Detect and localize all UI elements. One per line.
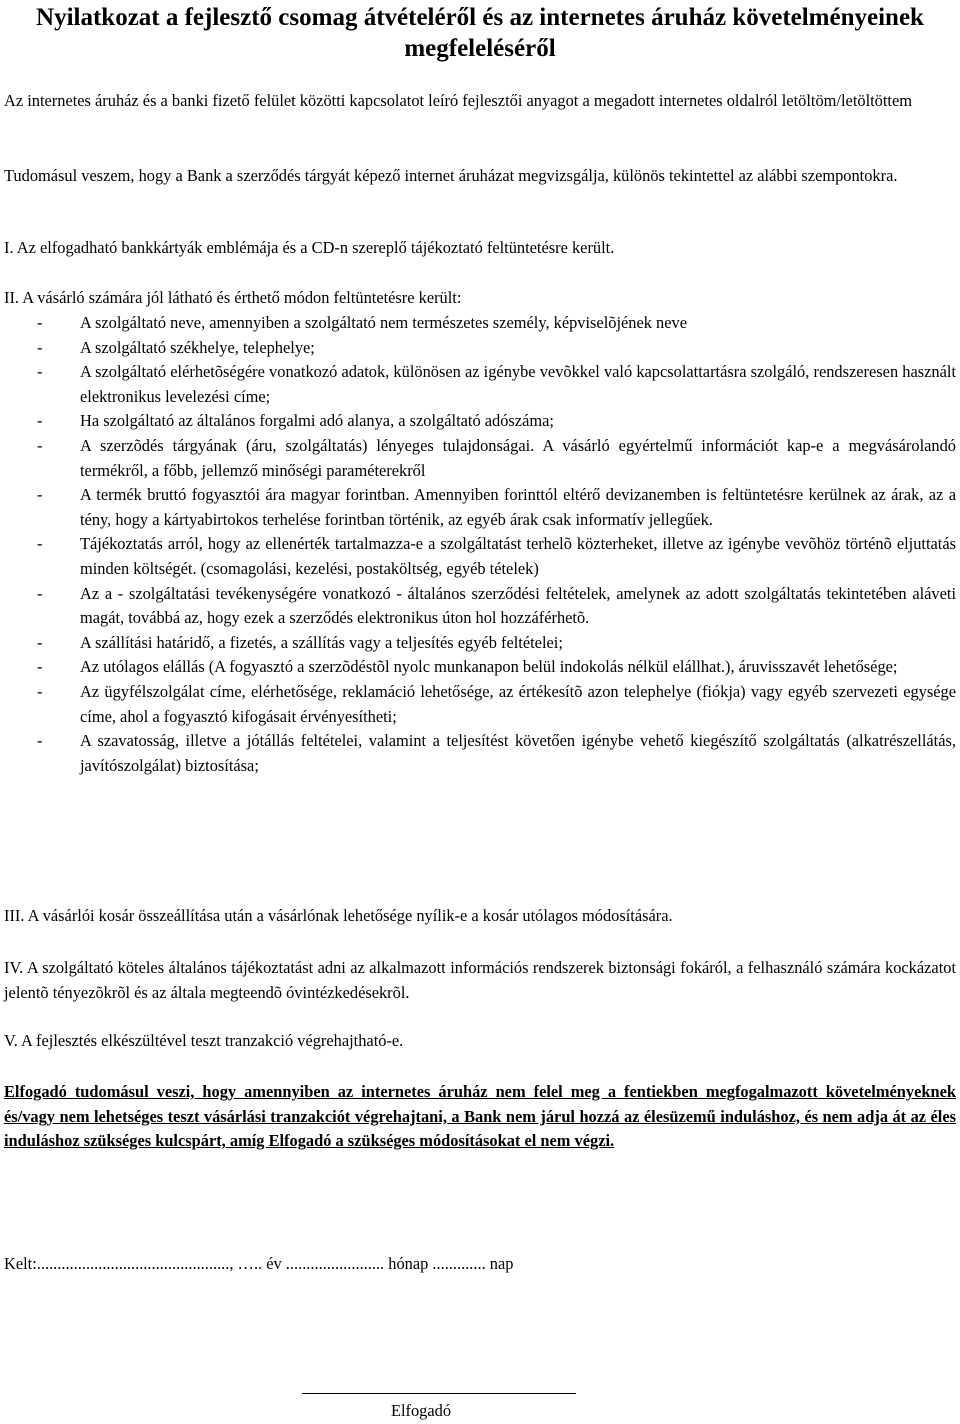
dash-marker: - (37, 485, 43, 505)
section-2-heading: II. A vásárló számára jól látható és érthető módon feltüntetésre került: (4, 288, 462, 307)
dash-marker: - (37, 313, 43, 332)
document-title: Nyilatkozat a fejlesztő csomag átvételéről és az internetes áruház követelményeinek megfeleléséről (36, 4, 924, 62)
list-item: - Az a - szolgáltatási tevékenységére vonatkozó - általános szerződési feltételek, amelynek az adott szolgáltatás tekintetében aláveti magát, továbbá az, hogy ezek a szerződés elektronikus úton hol hozzáférhetõ. (37, 583, 956, 628)
list-item: - A szavatosság, illetve a jótállás feltételei, valamint a teljesítést követően igénybe vehető kiegészítő szolgáltatás (alkatrészellátás, javítószolgálat) biztosítása; (37, 731, 956, 775)
dash-marker: - (37, 632, 43, 652)
section-1: I. Az elfogadható bankkártyák emblémája és a CD-n szereplő tájékoztató feltüntetésre került. (4, 238, 615, 257)
dash-marker: - (37, 435, 43, 455)
dash-marker: - (37, 731, 43, 751)
section-3: III. A vásárlói kosár összeállítása után a vásárlónak lehetősége nyílik-e a kosár utólagos módosítására. (4, 906, 673, 925)
signature-line (302, 1393, 576, 1394)
dash-marker: - (37, 583, 43, 603)
list-item: - A szolgáltató neve, amennyiben a szolgáltató nem természetes személy, képviselõjének neve (4, 311, 956, 336)
list-item: - A termék bruttó fogyasztói ára magyar forintban. Amennyiben forinttól eltérő devizanemben is feltüntetésre kerülnek az árak, az a tény, hogy a kártyabirtokos terhelése forintban történik, az egyéb árak csak informatív jellegűek. (37, 485, 956, 529)
section-2-list (4, 311, 956, 778)
dash-marker: - (37, 411, 43, 431)
list-item: - Tájékoztatás arról, hogy az ellenérték tartalmazza-e a szolgáltatást terhelõ közterheket, illetve az igénybe vevõhöz történõ eljuttatás minden költségét. (csomagolási, kezelési, postaköltség, egyéb tételek) (37, 534, 956, 578)
date-line: Kelt:..............................................., ….. év ........................ hónap ............. nap (4, 1254, 514, 1273)
dash-marker: - (37, 681, 43, 701)
acknowledgement-paragraph: Tudomásul veszem, hogy a Bank a szerződés tárgyát képező internet áruházat megvizsgálja, különös tekintettel az alábbi szempontokra. (4, 166, 898, 185)
signature-label: Elfogadó (390, 1401, 452, 1420)
dash-marker: - (37, 362, 43, 382)
intro-paragraph: Az internetes áruház és a banki fizető felület közötti kapcsolatot leíró fejlesztői anyagot a megadott internetes oldalról letöltöm/letöltöttem (4, 91, 912, 110)
section-4: IV. A szolgáltató köteles általános tájékoztatást adni az alkalmazott információs rendszerek biztonsági fokáról, a felhasználó számára kockázatot jelentõ tényezõkrõl és az általa megteendõ óvintézkedésekrõl. (4, 958, 956, 1002)
list-item: - Az ügyfélszolgálat címe, elérhetősége, reklamáció lehetősége, az értékesítõ azon telephelye (fiókja) vagy egyéb szervezeti egysége címe, ahol a fogyasztó kifogásait érvényesítheti; (37, 681, 956, 726)
list-item: - A szolgáltató székhelye, telephelye; (4, 336, 956, 361)
dash-marker: - (37, 337, 43, 357)
list-item: - A szállítási határidő, a fizetés, a szállítás vagy a teljesítés egyéb feltételei; (4, 631, 956, 656)
list-item: - A szolgáltató elérhetõségére vonatkozó adatok, különösen az igénybe vevõkkel való kapcsolattartásra szolgáló, rendszeresen használt elektronikus levelezési címe; (37, 362, 956, 406)
acceptance-warning: Elfogadó tudomásul veszi, hogy amennyiben az internetes áruház nem felel meg a fentiekben megfogalmazott követelményeknek és/vagy nem lehetséges teszt vásárlási tranzakciót végrehajtani, a Bank nem járul hozzá az élesüzemű induláshoz, és nem adja át az éles induláshoz szükséges kulcspárt, amíg Elfogadó a szükséges módosításokat el nem végzi. (4, 1082, 956, 1151)
dash-marker: - (37, 534, 43, 554)
list-item: - Ha szolgáltató az általános forgalmi adó alanya, a szolgáltató adószáma; (4, 409, 956, 434)
list-item: - Az utólagos elállás (A fogyasztó a szerzõdéstõl nyolc munkanapon belül indokolás nélkül elállhat.), áruvisszavét lehetősége; (4, 655, 956, 680)
dash-marker: - (37, 657, 43, 677)
section-5: V. A fejlesztés elkészültével teszt tranzakció végrehajtható-e. (4, 1031, 404, 1050)
list-item: - A szerzõdés tárgyának (áru, szolgáltatás) lényeges tulajdonságai. A vásárló egyértelmű információt kap-e a megvásárolandó termékről, a főbb, jellemző minőségi paraméterekről (37, 435, 956, 480)
